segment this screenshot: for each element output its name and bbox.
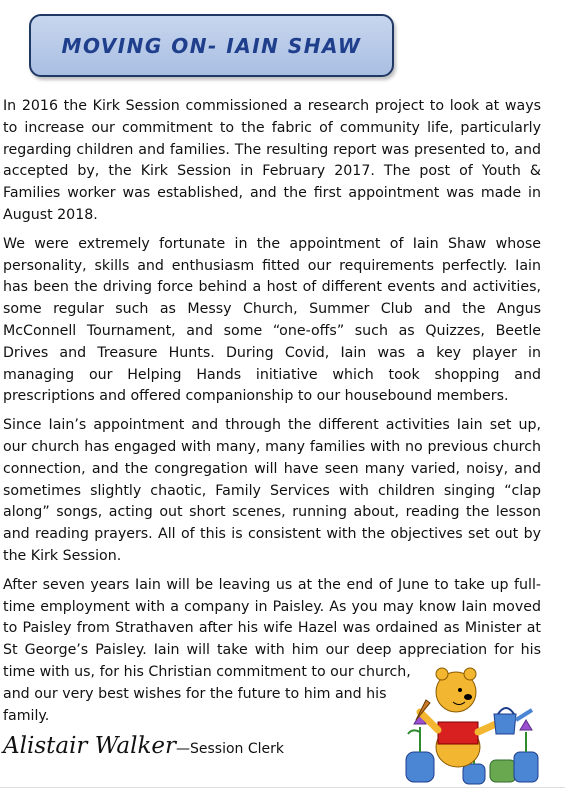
title-banner bbox=[29, 14, 394, 77]
article-body bbox=[3, 96, 541, 734]
paragraph: Since Iain’s appointment and through the different activities Iain set up, our church has engaged with many, many families with no previous church connection, and the congregation will have seen many varied, noisy, and sometimes slightly chaotic, Family Services with children singing “clap along” songs, acting out short scenes, running about, reading the lesson and reading prayers. All of this is consistent with the objectives set out by the Kirk Session. bbox=[3, 417, 541, 564]
bottom-divider bbox=[0, 787, 565, 788]
pooh-illustration bbox=[398, 652, 548, 787]
signature bbox=[3, 733, 284, 763]
closing-line: and our very best wishes for the future to him and his family. bbox=[3, 685, 387, 724]
paragraph: In 2016 the Kirk Session commissioned a research project to look at ways to increase our commitment to the fabric of community life, particularly regarding children and families. The resulting report was presented to, and accepted by, the Kirk Session in February 2017. The post of Youth & Families worker was established, and the first appointment was made in August 2018. bbox=[3, 98, 541, 223]
signature-name: Alistair Walker bbox=[3, 733, 176, 759]
signature-role: Session Clerk bbox=[190, 741, 285, 757]
signature-dash: — bbox=[176, 741, 190, 757]
paragraph: We were extremely fortunate in the appointment of Iain Shaw whose personality, skills and enthusiasm fitted our requirements perfectly. Iain has been the driving force behind a host of different events and activities, some regular such as Messy Church, Summer Club and the Angus McConnell Tournament, and some “one-offs” such as Quizzes, Beetle Drives and Treasure Hunts. During Covid, Iain was a key player in managing our Helping Hands initiative which took shopping and prescriptions and offered companionship to our housebound members. bbox=[3, 235, 541, 405]
page-title: MOVING ON- IAIN SHAW bbox=[61, 33, 362, 58]
paragraph-text: After seven years Iain will be leaving us at the end of June to take up full-time employment with a company in Paisley. As you may know Iain moved to Paisley from Strathaven after his wife Hazel was ordained as Minister at St George’s Paisley. Iain will take with him our deep appreciation for his time with us, for his Christian commitment to our church, bbox=[3, 576, 541, 680]
